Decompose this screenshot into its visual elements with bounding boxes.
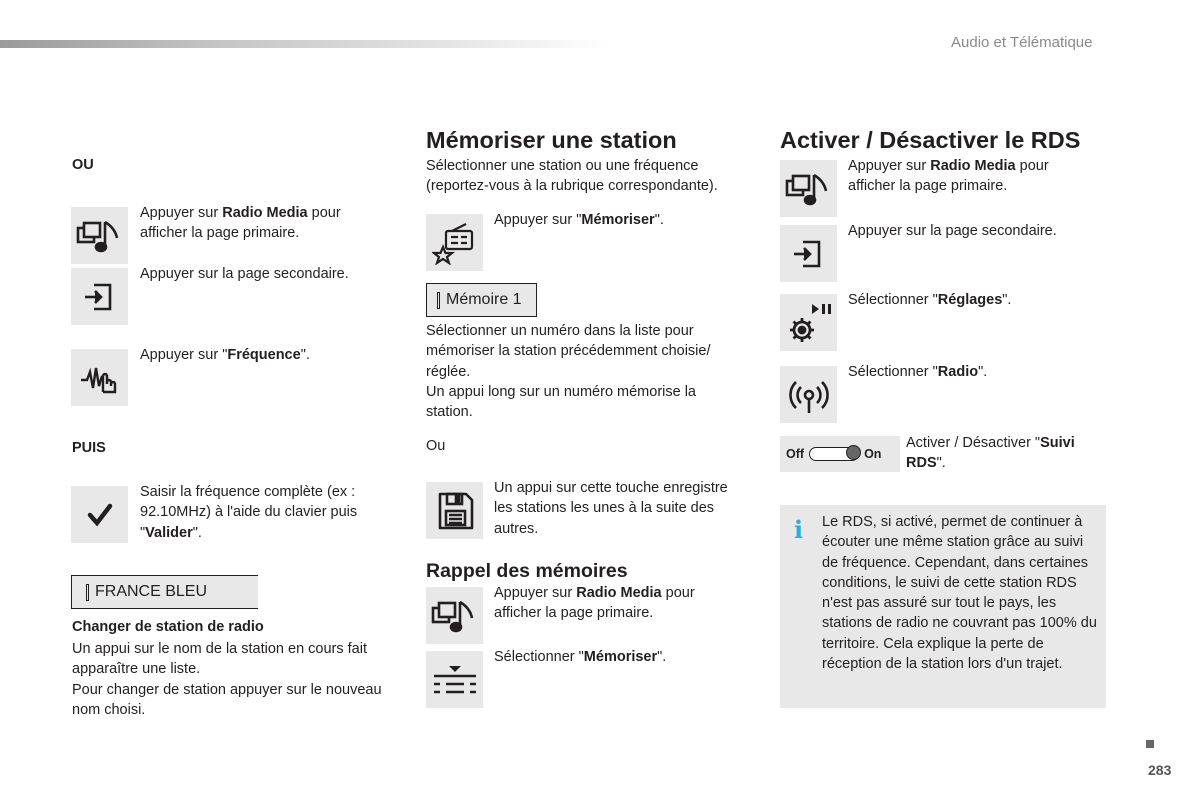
station-name-value: FRANCE BLEU xyxy=(95,583,208,600)
col1-step2: Appuyer sur la page secondaire. xyxy=(140,266,349,282)
or-text: Ou xyxy=(426,438,446,454)
rds-step1: Appuyer sur Radio Media pour afficher la page primaire. xyxy=(848,158,1049,195)
rds-step4: Sélectionner "Radio". xyxy=(848,364,988,380)
memory-slot-value: Mémoire 1 xyxy=(446,291,522,308)
memorize-intro: Sélectionner une station ou une fréquence (reportez-vous à la rubrique correspondante). xyxy=(426,158,718,195)
page-number: 283 xyxy=(1148,762,1172,778)
ou-label: OU xyxy=(72,157,94,173)
memorize-title: Mémoriser une station xyxy=(426,127,677,153)
col1-step3: Appuyer sur "Fréquence". xyxy=(140,347,310,363)
settings-icon xyxy=(780,294,837,351)
text-cursor-icon xyxy=(86,584,89,601)
save-icon xyxy=(426,482,483,539)
page-marker xyxy=(1146,740,1154,748)
recall-step2: Sélectionner "Mémoriser". xyxy=(494,649,667,665)
recall-step1: Appuyer sur Radio Media pour afficher la page primaire. xyxy=(494,585,695,622)
recall-title: Rappel des mémoires xyxy=(426,560,628,582)
frequency-icon xyxy=(71,349,128,406)
rds-step2: Appuyer sur la page secondaire. xyxy=(848,223,1057,239)
rds-step5: Activer / Désactiver "Suivi RDS". xyxy=(906,435,1075,472)
radio-media-icon xyxy=(426,587,483,644)
puis-label: PUIS xyxy=(72,440,106,456)
rds-title: Activer / Désactiver le RDS xyxy=(780,127,1081,153)
memory-list-icon xyxy=(426,651,483,708)
col1-step1: Appuyer sur Radio Media pour afficher la page primaire. xyxy=(140,205,341,242)
info-icon: i xyxy=(794,515,804,544)
toggle-knob xyxy=(846,445,861,460)
secondary-page-icon xyxy=(780,225,837,282)
memorize-select-text: Sélectionner un numéro dans la liste pour mémoriser la station précédemment choisie/ réglée. Un appui long sur un numéro mémorise la station. xyxy=(426,323,711,421)
info-text: Le RDS, si activé, permet de continuer à écouter une même station grâce au suivi de fréquence. Cependant, dans certaines conditions, le suivi de cette station RDS n'est pas assuré sur tout le pays, les stations de radio ne couvrant pas 100% du territoire. Cela explique la perte de réception de la station lors d'un trajet. xyxy=(822,514,1097,673)
col1-step4: Saisir la fréquence complète (ex : 92.10MHz) à l'aide du clavier puis "Valider". xyxy=(140,484,358,541)
memory-slot-field xyxy=(426,283,537,317)
text-cursor-icon xyxy=(437,292,440,309)
radio-media-icon xyxy=(780,160,837,217)
change-station-title: Changer de station de radio xyxy=(72,619,264,635)
save-text: Un appui sur cette touche enregistre les stations les unes à la suite des autres. xyxy=(494,480,728,537)
header-gradient-bar xyxy=(0,40,610,48)
memorize-radio-icon xyxy=(426,214,483,271)
change-station-text: Un appui sur le nom de la station en cours fait apparaître une liste. Pour changer de station appuyer sur le nouveau nom choisi. xyxy=(72,641,382,718)
rds-toggle-switch xyxy=(780,436,900,472)
radio-media-icon xyxy=(71,207,128,264)
section-title: Audio et Télématique xyxy=(951,34,1093,51)
radio-antenna-icon xyxy=(780,366,837,423)
secondary-page-icon xyxy=(71,268,128,325)
toggle-off-label: Off xyxy=(786,447,805,461)
validate-icon xyxy=(71,486,128,543)
toggle-track xyxy=(809,447,859,461)
rds-step3: Sélectionner "Réglages". xyxy=(848,292,1012,308)
col2-step1: Appuyer sur "Mémoriser". xyxy=(494,212,664,228)
station-name-field xyxy=(71,575,258,609)
toggle-on-label: On xyxy=(864,447,882,461)
